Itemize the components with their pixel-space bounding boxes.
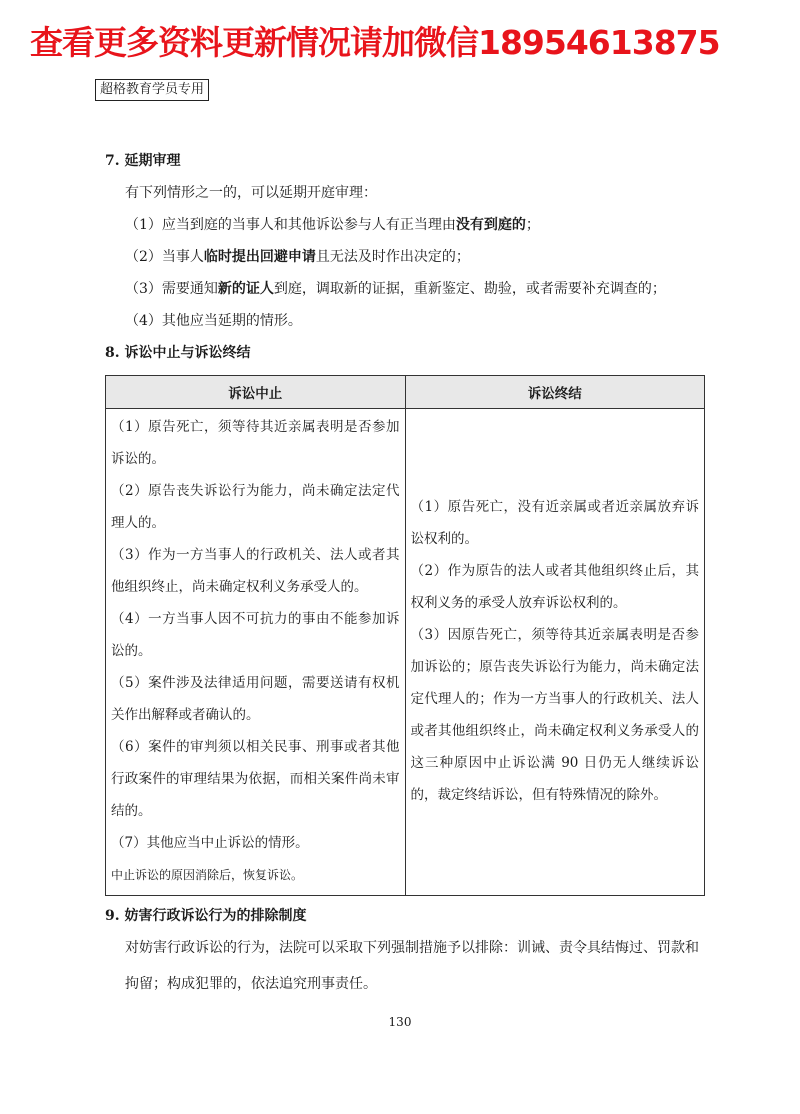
- termination-item: （3）因原告死亡，须等待其近亲属表明是否参加诉讼的；原告丧失诉讼行为能力，尚未确定法定代理人的；作为一方当事人的行政机关、法人或者其他组织终止，尚未确定权利义务承受人的这三种原因中止诉讼满 90 日仍无人继续诉讼的，裁定终结诉讼，但有特殊情况的除外。: [410, 627, 699, 803]
- suspension-cell: [106, 409, 406, 896]
- section-7-intro: 有下列情形之一的，可以延期开庭审理：: [125, 185, 377, 201]
- termination-item: （1）原告死亡，没有近亲属或者近亲属放弃诉讼权利的。: [410, 499, 699, 547]
- suspension-item: （6）案件的审判须以相关民事、刑事或者其他行政案件的审理结果为依据，而相关案件尚未审结的。: [111, 739, 400, 819]
- suspension-item: （4）一方当事人因不可抗力的事由不能参加诉讼的。: [111, 611, 400, 659]
- table-row: [106, 409, 705, 896]
- suspension-item: （5）案件涉及法律适用问题，需要送请有权机关作出解释或者确认的。: [111, 675, 400, 723]
- section-7-title: 7. 延期审理: [105, 153, 181, 169]
- comparison-table: [105, 375, 705, 896]
- section-9-text: 对妨害行政诉讼的行为，法院可以采取下列强制措施予以排除：训诫、责令具结悔过、罚款和拘留；构成犯罪的，依法追究刑事责任。: [125, 940, 699, 992]
- section-8-title: 8. 诉讼中止与诉讼终结: [105, 345, 251, 361]
- header-termination: 诉讼终结: [405, 376, 705, 409]
- termination-item: （2）作为原告的法人或者其他组织终止后，其权利义务的承受人放弃诉讼权利的。: [410, 563, 699, 611]
- section-9-title: 9. 妨害行政诉讼行为的排除制度: [105, 908, 307, 924]
- suspension-item: （3）作为一方当事人的行政机关、法人或者其他组织终止，尚未确定权利义务承受人的。: [111, 547, 400, 595]
- section-7-item: （3）需要通知新的证人到庭，调取新的证据，重新鉴定、勘验，或者需要补充调查的；: [125, 281, 666, 297]
- suspension-item: （7）其他应当中止诉讼的情形。: [111, 835, 309, 851]
- student-badge: 超格教育学员专用: [95, 79, 209, 101]
- suspension-item: （1）原告死亡，须等待其近亲属表明是否参加诉讼的。: [111, 419, 400, 467]
- suspension-item: （2）原告丧失诉讼行为能力，尚未确定法定代理人的。: [111, 483, 400, 531]
- suspension-note: 中止诉讼的原因消除后，恢复诉讼。: [111, 868, 304, 882]
- section-7-item: （1）应当到庭的当事人和其他诉讼参与人有正当理由没有到庭的；: [125, 217, 540, 233]
- termination-cell: [405, 409, 705, 896]
- page-number: 130: [388, 1015, 412, 1029]
- watermark-banner: 查看更多资料更新情况请加微信18954613875: [30, 23, 720, 62]
- section-7-item: （2）当事人临时提出回避申请且无法及时作出决定的；: [125, 249, 470, 265]
- table-header-row: [106, 376, 705, 409]
- header-suspension: 诉讼中止: [106, 376, 406, 409]
- section-7-item: （4）其他应当延期的情形。: [125, 313, 302, 329]
- page-content: [105, 145, 705, 1002]
